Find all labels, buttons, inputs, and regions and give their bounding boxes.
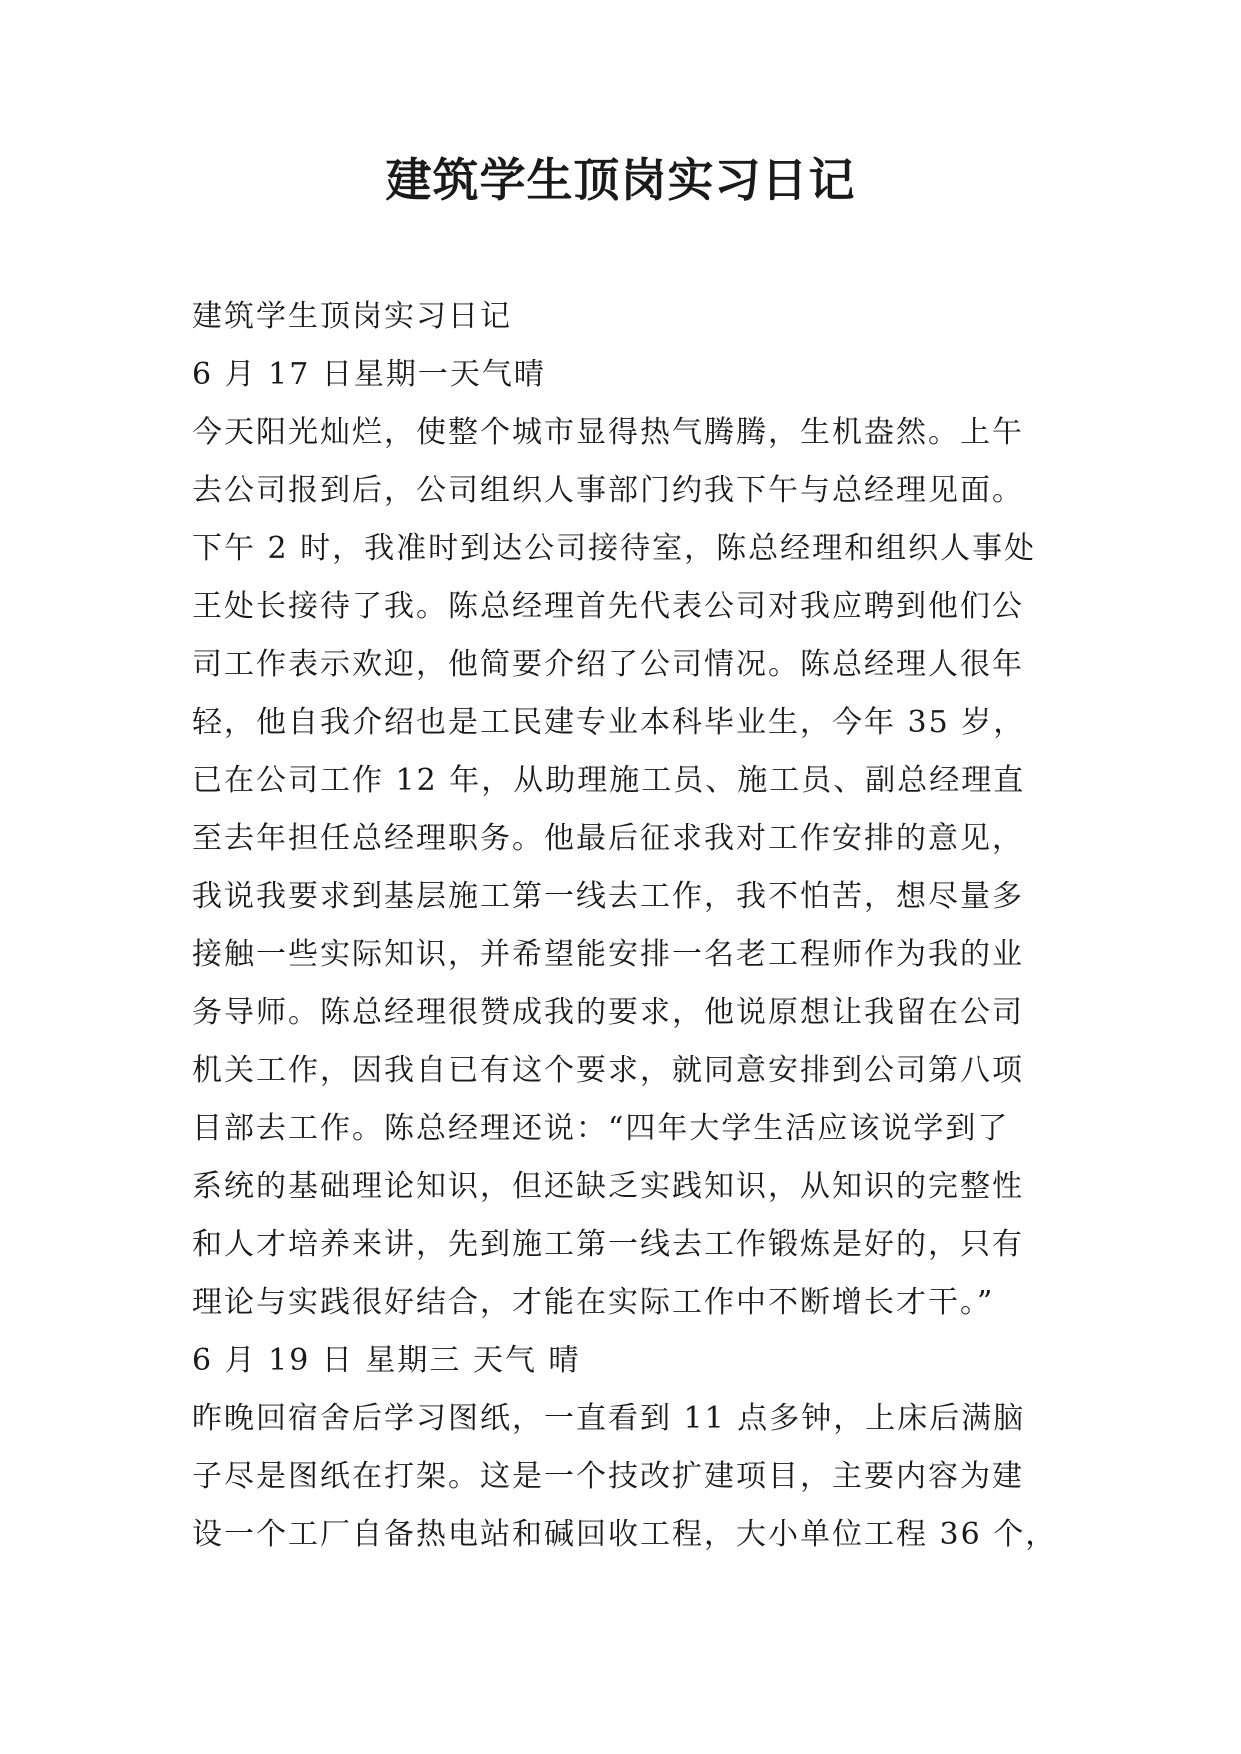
text-line: 至去年担任总经理职务。他最后征求我对工作安排的意见， <box>192 821 1024 856</box>
text-line: 务导师。陈总经理很赞成我的要求，他说原想让我留在公司 <box>192 995 1024 1030</box>
diary-date-line: 6 月 19 日 星期三 天气 晴 <box>192 1343 581 1378</box>
text-line: 理论与实践很好结合，才能在实际工作中不断增长才干。” <box>192 1285 995 1320</box>
text-line: 机关工作，因我自已有这个要求，就同意安排到公司第八项 <box>192 1053 1024 1088</box>
text-line: 轻，他自我介绍也是工民建专业本科毕业生，今年 35 岁， <box>192 705 1026 740</box>
text-line: 昨晚回宿舍后学习图纸，一直看到 11 点多钟，上床后满脑 <box>192 1401 1026 1436</box>
text-line: 已在公司工作 12 年，从助理施工员、施工员、副总经理直 <box>192 763 1026 798</box>
text-line: 去公司报到后，公司组织人事部门约我下午与总经理见面。 <box>192 473 1024 508</box>
text-line: 今天阳光灿烂，使整个城市显得热气腾腾，生机盎然。上午 <box>192 415 1024 450</box>
text-line: 下午 2 时，我准时到达公司接待室，陈总经理和组织人事处 <box>192 531 1037 566</box>
text-line: 设一个工厂自备热电站和碱回收工程，大小单位工程 36 个， <box>192 1517 1058 1552</box>
text-line: 系统的基础理论知识，但还缺乏实践知识，从知识的完整性 <box>192 1169 1024 1204</box>
text-line: 王处长接待了我。陈总经理首先代表公司对我应聘到他们公 <box>192 589 1024 624</box>
text-line: 和人才培养来讲，先到施工第一线去工作锻炼是好的，只有 <box>192 1227 1024 1262</box>
subtitle-line: 建筑学生顶岗实习日记 <box>192 299 512 334</box>
document-title: 建筑学生顶岗实习日记 <box>385 153 856 207</box>
text-line: 司工作表示欢迎，他简要介绍了公司情况。陈总经理人很年 <box>192 647 1024 682</box>
text-line: 目部去工作。陈总经理还说：“四年大学生活应该说学到了 <box>192 1111 1010 1146</box>
text-line: 我说我要求到基层施工第一线去工作，我不怕苦，想尽量多 <box>192 879 1024 914</box>
text-line: 接触一些实际知识，并希望能安排一名老工程师作为我的业 <box>192 937 1024 972</box>
document-body <box>192 288 1072 1564</box>
text-line: 子尽是图纸在打架。这是一个技改扩建项目，主要内容为建 <box>192 1459 1024 1494</box>
diary-date-line: 6 月 17 日星期一天气晴 <box>192 357 546 392</box>
